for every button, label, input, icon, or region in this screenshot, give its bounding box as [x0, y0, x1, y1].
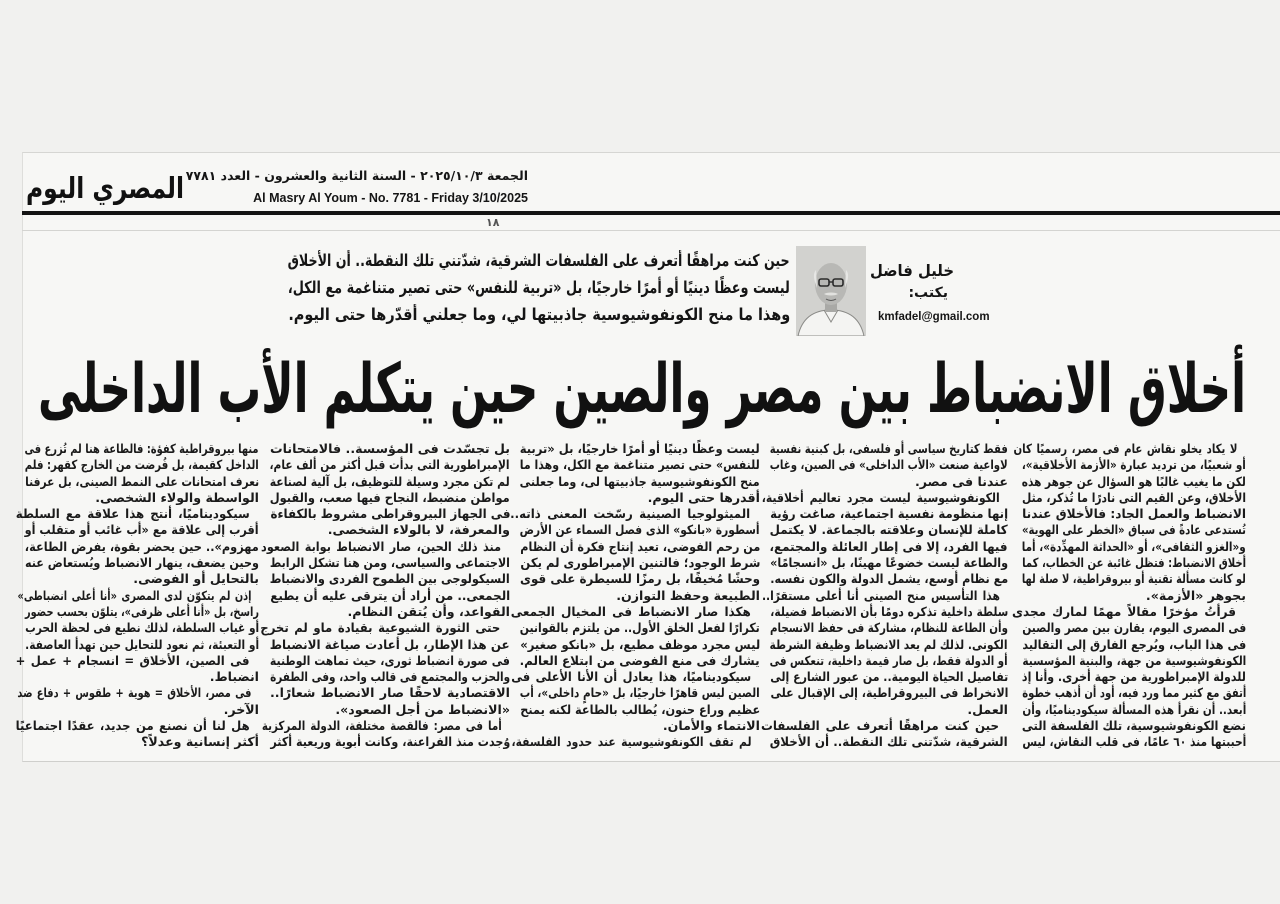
article-paragraph: [25, 441, 259, 506]
article-line: «الانضباط من أجل الصعود».: [335, 701, 510, 717]
article-line: والحزب والمجتمع فى قالب واحد، وفى الطفرة: [270, 669, 510, 685]
article-line: فى مصر، الأخلاق = هوية + طقوس + دفاع ضد: [17, 685, 252, 701]
article-line: راسخ، بل «أنا أعلى ظرفى»، يتلوّن بحسب حضور: [25, 603, 259, 619]
article-line: والطاعة ليست خضوعًا مهينًا، بل «انسجامًا»: [770, 555, 1008, 571]
article-line: والمعرفة، لا بالولاء الشخصى.: [327, 522, 510, 538]
article-line: أتفق مع كثير مما ورد فيه، أود أن أذهب خطوة: [1022, 685, 1246, 701]
article-line: ليست وعظًا دينيًا أو أمرًا خارجيًا، بل «تربية: [520, 441, 760, 456]
article-line: سيكوديناميًا، أنتج هذا علاقة مع السلطة: [15, 506, 250, 522]
article-line: إذن لم يتكوّن لدى المصرى «أنا أعلى انضباطى»: [17, 587, 252, 603]
article-line: منح الكونفوشيوسية جاذبيتها لى، وما جعلنى: [520, 473, 760, 489]
article-paragraph: [15, 506, 259, 587]
article-line: عندنا فى مصر.: [914, 473, 1008, 489]
article-line: الكونفوشيوسية من جهة، والبنية المؤسسية: [1022, 652, 1246, 668]
article-line: فى المصرى اليوم، يقارن بين مصر والصين: [1022, 620, 1246, 636]
author-name: خليل فاضل: [870, 261, 954, 280]
article-line: القواعد، وأن يُتقن النظام.: [347, 603, 510, 619]
article-paragraph: [1013, 441, 1246, 604]
article-line: بجوهر «الأزمة».: [1145, 587, 1246, 603]
article-line: أقدرها حتى اليوم.: [647, 489, 760, 505]
article-paragraph: [511, 734, 760, 750]
article-column: [1012, 441, 1246, 751]
article-line: منذ ذلك الحين، صار الانضباط بوابة الصعود: [261, 538, 502, 554]
article-line: وحين يضعف، ينهار الانضباط ويُستعاض عنه: [25, 555, 259, 571]
article-line: الميثولوجيا الصينية رسّخت المعنى ذاته..: [510, 506, 751, 522]
article-line: الطبيعة وحفظ التوازن.: [616, 587, 760, 603]
article-line: نعرف امتحانات على النمط الصينى، بل عرفنا: [25, 473, 259, 489]
article-line: تكرارًا لفعل الخلق الأول.. من يلتزم بالقوانين: [520, 620, 760, 636]
header-subrule: [22, 230, 1280, 231]
article-line: مواطن منضبط، النجاح فيها صعب، والقبول: [270, 489, 510, 505]
article-line: نضع الكونفوشيوسية، تلك الفلسفة التى: [1022, 718, 1246, 734]
article-line: الجمعى.. من أراد أن يترقى عليه أن يطيع: [270, 587, 510, 603]
intro-line: حين كنت مراهقًا أتعرف على الفلسفات الشرقية، شدّتني تلك النقطة.. أن الأخلاق: [288, 251, 790, 270]
page-number: ١٨: [486, 216, 500, 229]
author-photo: [796, 246, 866, 336]
article-line: أو التعبئة، ثم نعود للتحايل حين تهدأ العاصفة.: [25, 636, 259, 652]
article-paragraph: [270, 441, 510, 539]
article-line: الانتماء والأمان.: [662, 718, 760, 734]
article-line: الاقتصادية لاحقًا صار الانضباط شعارًا..: [270, 685, 510, 701]
author-email[interactable]: kmfadel@gmail.com: [878, 311, 990, 323]
article-line: لاواعية صنعت «الأب الداخلى» فى الصين، وغاب: [770, 457, 1008, 473]
article-line: حين كنت مراهقًا أتعرف على الفلسفات: [760, 718, 999, 734]
article-line: الكونفوشيوسية ليست مجرد تعاليم أخلاقية،: [761, 489, 1000, 505]
article-paragraph: [15, 652, 259, 686]
article-line: الانضباط والعمل الجاد: فالأخلاق عندنا: [1022, 506, 1246, 522]
article-line: العمل.: [967, 701, 1008, 717]
article-line: الانخراط فى البيروقراطية، إلى الإقبال على: [770, 685, 1008, 701]
article-paragraph: [520, 441, 760, 506]
article-line: الداخل كقيمة، بل فُرضت من الخارج كقهر: فلم: [25, 457, 259, 473]
article-line: ليس مجرد موظف مطيع، بل «بانكو صغير»: [520, 636, 760, 652]
article-line: فقط كتاريخ سياسى أو فلسفى، بل كبنية نفسية: [770, 441, 1008, 456]
article-line: فيها الفرد، إلا فى إطار العائلة والمجتمع،: [770, 538, 1008, 554]
intro-line: ليست وعظًا دينيًا أو أمرًا خارجيًا، بل «تربية للنفس» حتى تصير متناغمة مع الكل،: [288, 278, 790, 297]
article-line: هل لنا أن نصنع من جديد، عقدًا اجتماعيًا: [15, 718, 250, 734]
article-line: لو كانت مسألة تقنية أو بيروقراطية، لا صلة لها: [1022, 571, 1246, 587]
article-paragraph: [761, 489, 1008, 588]
article-line: للدولة الإمبراطورية من جهة أخرى. وأنا إذ: [1022, 669, 1246, 685]
article-line: لا يكاد يخلو نقاش عام فى مصر، رسميًا كان: [1013, 441, 1238, 456]
article-line: أو الدولة فقط، بل صار قيمة داخلية، تنعكس فى: [770, 652, 1008, 668]
article-line: أكثر إنسانية وعدلاً؟: [141, 734, 259, 750]
article-line: وأن الطاعة للنظام، مشاركة فى حفظ الانسجام: [770, 620, 1008, 636]
article-intro: [288, 247, 790, 328]
article-line: انضباط.: [209, 669, 259, 685]
article-line: تفاصيل الحياة اليومية.. من عبور الشارع إلى: [770, 669, 1008, 685]
article-paragraph: [17, 587, 259, 653]
article-line: أما فى مصر: فالقصة مختلفة، الدولة المركزية: [261, 718, 502, 734]
article-line: بالتحايل أو الفوضى.: [133, 571, 259, 587]
article-line: الصين ليس قاهرًا خارجيًا، بل «حامٍ داخلى»، أب: [520, 685, 760, 701]
article-line: لكن ما يغيب غالبًا هو السؤال عن جوهر هذه: [1022, 473, 1246, 489]
article-line: فى هذا الباب، ويُرجع الفارق إلى التقاليد: [1022, 636, 1246, 652]
article-line: حتى الثورة الشيوعية بقيادة ماو لم تخرج: [260, 620, 501, 636]
article-line: أقرب إلى علاقة مع «أب غائب أو متقلب أو: [25, 522, 259, 538]
article-paragraph: [770, 441, 1008, 490]
article-line: هكذا صار الانضباط فى المخيال الجمعى: [510, 603, 751, 619]
article-line: الاجتماعى والسياسى، ومن هنا تشكل الرابط: [270, 555, 510, 571]
article-line: الكونى. لذلك لم يعد الانضباط وظيفة الشرطة: [770, 636, 1008, 652]
article-line: فى الصين، الأخلاق = انسجام + عمل +: [15, 652, 250, 668]
article-line: لم تقف الكونفوشيوسية عند حدود الفلسفة،: [511, 734, 752, 750]
article-line: سلطة داخلية تذكره دومًا بأن الانضباط فضيلة،: [770, 603, 1008, 619]
article-line: و«الغزو الثقافى»، أو «الحداثة المهدِّدة»، أما: [1022, 538, 1246, 554]
article-line: مع نظام أوسع، يشمل الدولة والكون نفسه.: [770, 571, 1008, 587]
article-line: للنفس» حتى تصير متناغمة مع الكل، وهذا ما: [520, 457, 760, 473]
article-paragraph: [261, 718, 510, 751]
issue-date-line-arabic: الجمعة ٢٠٢٥/١٠/٣ - السنة الثانية والعشرون - العدد ٧٧٨١: [185, 168, 528, 183]
article-line: أحببتها منذ ٦٠ عامًا، فى قلب النقاش، ليس: [1022, 734, 1246, 750]
article-line: الشرقية، شدّتنى تلك النقطة.. أن الأخلاق: [770, 734, 1008, 750]
article-line: الأخلاق، وعن القيم التى نادرًا ما تُذكر، مثل: [1022, 489, 1246, 505]
article-line: كاملة للإنسان وعلاقته بالجماعة. لا يكتمل: [770, 522, 1008, 538]
article-line: فى صورة انضباط ثورى، حيث تماهت الوطنية: [270, 652, 510, 668]
article-line: تُستدعى عادةً فى سياق «الخطر على الهوية»: [1022, 522, 1246, 538]
article-paragraph: [510, 506, 760, 604]
article-line: الإمبراطورية التى بدأت قبل أكثر من ألف عام،: [270, 457, 510, 473]
article-column: [260, 441, 510, 751]
article-paragraph: [760, 718, 1008, 751]
article-line: عن هذا الإطار، بل أعادت صياغة الانضباط: [270, 636, 510, 652]
author-writes-label: يكتب:: [908, 285, 948, 301]
article-line: السيكولوجى بين الطموح الفردى والانضباط: [270, 571, 510, 587]
article-line: بل تجسّدت فى المؤسسة.. فالامتحانات: [269, 441, 510, 456]
article-line: الآخر.: [223, 701, 259, 717]
article-line: مهزوم».. حين يحضر بقوة، يفرض الطاعة،: [25, 538, 259, 554]
article-paragraph: [1012, 603, 1246, 751]
header-rule: [22, 211, 1280, 215]
article-line: هذا التأسيس منح الصينى أنا أعلى مستقرًا..: [761, 587, 1000, 603]
article-line: من رحم الفوضى، تعيد إنتاج فكرة أن النظام: [520, 538, 760, 554]
article-column: [510, 441, 760, 751]
article-line: قرأتُ مؤخرًا مقالاً مهمًا لمارك مجدى: [1012, 603, 1237, 619]
article-line: فى الجهاز البيروقراطى مشروط بالكفاءة: [270, 506, 510, 522]
article-line: أو شعبيًا، من ترديد عبارة «الأزمة الأخلاقية»،: [1022, 457, 1246, 473]
article-paragraph: [261, 538, 510, 620]
intro-line: وهذا ما منح الكونفوشيوسية جاذبيتها لي، وما جعلني أقدّرها حتى اليوم.: [288, 305, 790, 324]
article-line: عظيم وراع حنون، يُطالب بالطاعة لكنه يمنح: [520, 701, 760, 717]
article-paragraph: [510, 669, 760, 734]
article-paragraph: [17, 685, 259, 718]
issue-date-line-english: Al Masry Al Youm - No. 7781 - Friday 3/10/2025: [253, 191, 528, 205]
article-paragraph: [510, 603, 760, 669]
headline: أخلاق الانضباط بين مصر والصين حين يتكلم الأب الداخلى: [38, 350, 1246, 429]
article-line: أبعد.. أن نقرأ هذه المسألة سيكوديناميًا، وأن: [1022, 701, 1246, 717]
article-column: [760, 441, 1008, 751]
article-line: أسطورة «بانكو» الذى فصل السماء عن الأرض: [520, 522, 760, 538]
article-paragraph: [15, 718, 259, 751]
article-line: إنها منظومة نفسية اجتماعية، صاغت رؤية: [770, 506, 1008, 522]
article-paragraph: [761, 587, 1008, 718]
article-line: يشارك فى منع الفوضى من ابتلاع العالم.: [520, 652, 760, 668]
article-line: أخلاق الانضباط: فتظل غائبة عن الخطاب، كما: [1022, 555, 1246, 571]
article-line: وحشًا مُخيفًا، بل رمزًا للسيطرة على قوى: [520, 571, 760, 587]
article-line: سيكوديناميًا، هذا يعادل أن الأنا الأعلى فى: [510, 669, 751, 685]
article-line: وُجدت منذ الفراعنة، وكانت أبوية وريعية أكثر: [270, 734, 510, 750]
article-line: شرط الوجود؛ فالتنين الإمبراطورى لم يكن: [520, 555, 760, 571]
article-column: [15, 441, 259, 751]
newspaper-logo: المصري اليوم: [26, 171, 184, 205]
article-paragraph: [260, 620, 510, 718]
article-line: الواسطة والولاء الشخصى.: [95, 489, 259, 505]
article-line: منها بيروقراطية كفؤة: فالطاعة هنا لم تُزرع فى: [25, 441, 259, 456]
article-line: أو غياب السلطة، لذلك نطيع فى لحظة الحرب: [25, 620, 259, 636]
article-line: لم تكن مجرد وسيلة للتوظيف، بل آلية لصناعة: [270, 473, 510, 489]
